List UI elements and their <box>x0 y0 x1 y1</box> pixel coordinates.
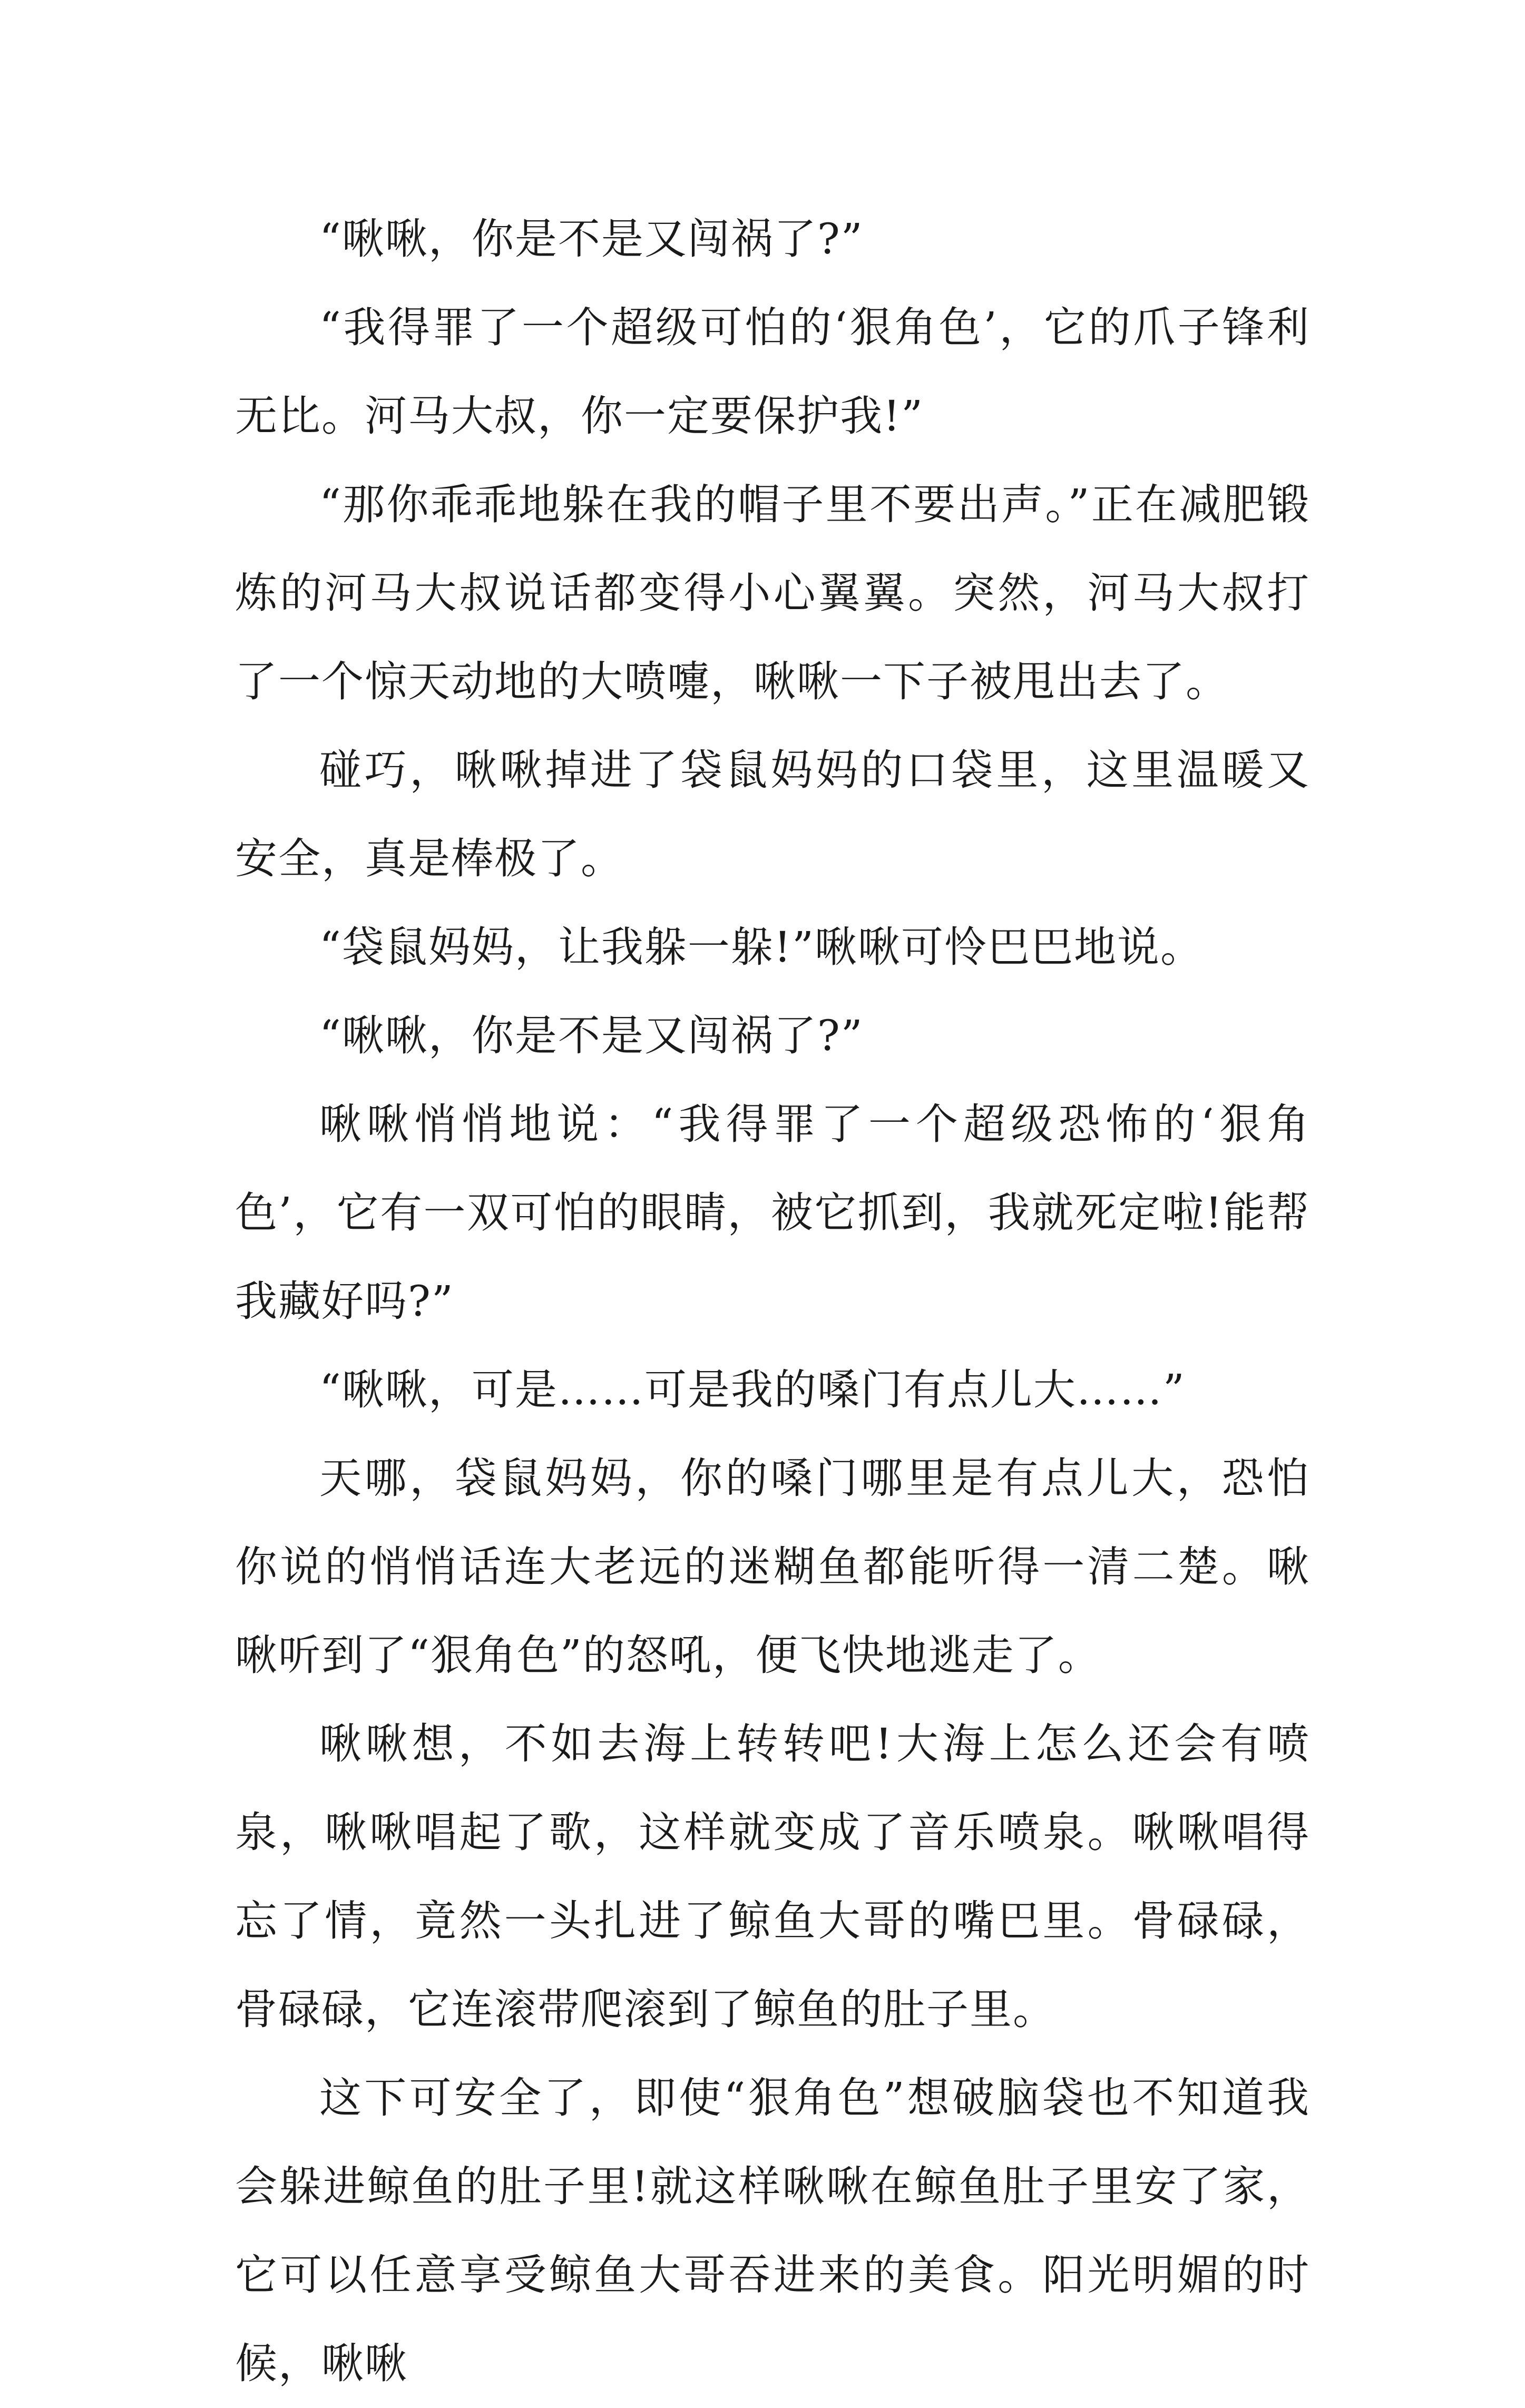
paragraph-3: “那你乖乖地躲在我的帽子里不要出声。”正在减肥锻炼的河马大叔说话都变得小心翼翼。突然，河马大叔打了一个惊天动地的大喷嚏，啾啾一下子被甩出去了。 <box>235 480 1310 706</box>
paragraph-5: “袋鼠妈妈，让我躲一躲!”啾啾可怜巴巴地说。 <box>319 923 1204 972</box>
paragraph-4: 碰巧，啾啾掉进了袋鼠妈妈的口袋里，这里温暖又安全，真是棒极了。 <box>235 746 1310 883</box>
paragraph-1: “啾啾，你是不是又闯祸了?” <box>319 214 864 263</box>
paragraph-9: 天哪，袋鼠妈妈，你的嗓门哪里是有点儿大，恐怕你说的悄悄话连大老远的迷糊鱼都能听得一清二楚。啾啾听到了“狠角色”的怒吼，便飞快地逃走了。 <box>235 1454 1310 1680</box>
paragraph-11: 这下可安全了，即使“狠角色”想破脑袋也不知道我会躲进鲸鱼的肚子里!就这样啾啾在鲸鱼肚子里安了家，它可以任意享受鲸鱼大哥吞进来的美食。阳光明媚的时候，啾啾 <box>235 2073 1310 2388</box>
paragraph-10: 啾啾想，不如去海上转转吧!大海上怎么还会有喷泉，啾啾唱起了歌，这样就变成了音乐喷泉。啾啾唱得忘了情，竟然一头扎进了鲸鱼大哥的嘴巴里。骨碌碌，骨碌碌，它连滚带爬滚到了鲸鱼的肚子里。 <box>235 1719 1310 2034</box>
paragraph-6: “啾啾，你是不是又闯祸了?” <box>319 1011 864 1060</box>
paragraph-2: “我得罪了一个超级可怕的‘狠角色’，它的爪子锋利无比。河马大叔，你一定要保护我!” <box>235 303 1310 441</box>
paragraph-8: “啾啾，可是……可是我的嗓门有点儿大……” <box>319 1365 1186 1414</box>
story-text <box>235 195 1310 2408</box>
paragraph-7: 啾啾悄悄地说：“我得罪了一个超级恐怖的‘狠角色’，它有一双可怕的眼睛，被它抓到，我就死定啦!能帮我藏好吗?” <box>235 1100 1310 1326</box>
